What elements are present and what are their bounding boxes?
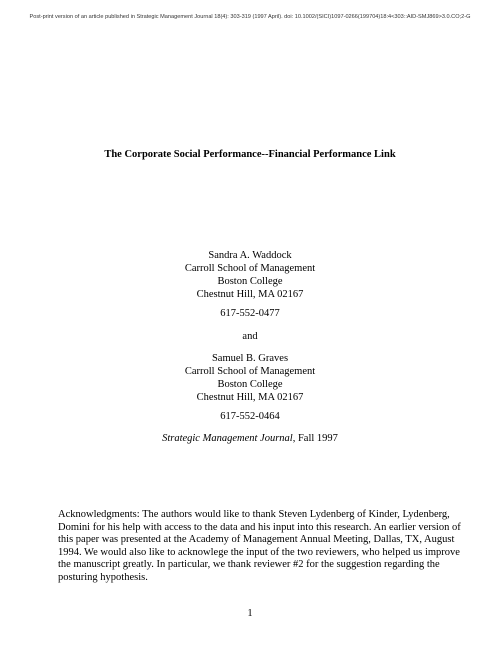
author-college: Boston College (217, 276, 283, 287)
author-name: Sandra A. Waddock (208, 250, 292, 261)
acknowledgments (58, 509, 461, 585)
author-school: Carroll School of Management (184, 263, 316, 274)
page-number: 1 (247, 608, 253, 619)
author-block-1 (0, 249, 500, 301)
ack-line: Acknowledgments: The authors would like to thank Steven Lydenberg of Kinder, Lydenberg, (58, 509, 450, 520)
author-name: Samuel B. Graves (211, 353, 289, 364)
and-separator: and (242, 331, 258, 342)
journal-date: , Fall 1997 (292, 433, 338, 444)
author-address: Chestnut Hill, MA 02167 (196, 392, 304, 403)
journal-name: Strategic Management Journal (162, 433, 293, 444)
author-school: Carroll School of Management (184, 366, 316, 377)
ack-line: Domini for his help with access to the data and his input into this research. An earlier version of (58, 521, 461, 533)
journal-line (0, 432, 500, 445)
author-address: Chestnut Hill, MA 02167 (196, 289, 304, 300)
author-phone-2: 617-552-0464 (220, 411, 280, 422)
ack-line: posturing hypothesis. (58, 571, 148, 583)
author-college: Boston College (217, 379, 283, 390)
author-phone-1: 617-552-0477 (220, 308, 280, 319)
ack-line: 1994. We would also like to acknowlege the input of the two reviewers, who helped us improve (58, 546, 460, 558)
publication-note: Post-print version of an article published in Strategic Management Journal 18(4): 303-319 (1997 April). doi: 10.1002/(SICI)1097-0266(199704)18:4<303::AID-SMJ869>3.0.CO;2-G (29, 14, 471, 20)
ack-line: the manuscript greatly. In particular, we thank reviewer #2 for the suggestion regarding the (58, 559, 440, 571)
author-block-2 (0, 352, 500, 404)
paper-title: The Corporate Social Performance--Financial Performance Link (104, 149, 396, 160)
ack-line: this paper was presented at the Academy of Management Annual Meeting, Dallas, TX, August (58, 534, 455, 546)
